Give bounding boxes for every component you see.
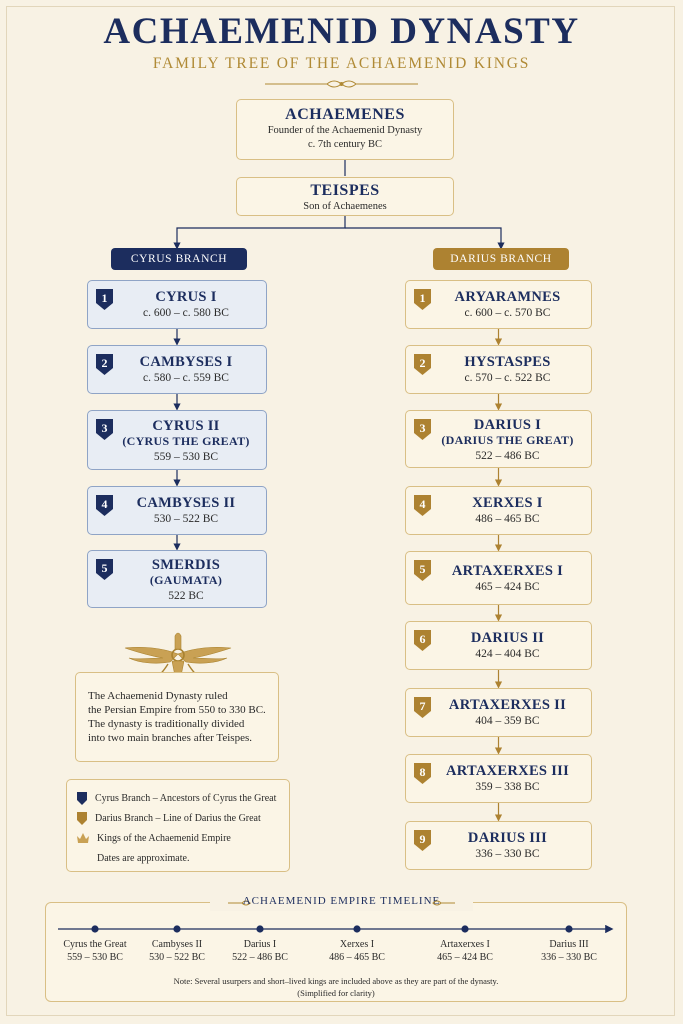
badge-number: 4 <box>419 497 426 511</box>
darius-branch-header: DARIUS BRANCH <box>433 248 569 270</box>
number-badge-icon <box>414 495 431 516</box>
king-dates: 522 – 486 BC <box>475 450 540 462</box>
timeline-label-dates: 559 – 530 BC <box>67 952 123 963</box>
timeline-label-name: Cyrus the Great <box>63 939 127 950</box>
blue-shield-icon <box>77 792 87 805</box>
timeline-title-wrap <box>210 893 473 911</box>
king-box <box>405 410 592 468</box>
king-name: ARTAXERXES III <box>445 763 570 779</box>
root-box-achaemenes <box>236 99 454 160</box>
king-box <box>405 754 592 803</box>
king-dates: c. 600 – c. 570 BC <box>464 307 551 319</box>
badge-number: 7 <box>419 699 426 713</box>
king-name: HYSTASPES <box>464 354 551 370</box>
number-badge-icon <box>414 289 431 310</box>
legend-label: Cyrus Branch – Ancestors of Cyrus the Great <box>95 792 277 804</box>
number-badge-icon <box>414 560 431 581</box>
timeline-label-name: Cambyses II <box>151 939 203 950</box>
number-badge-icon <box>96 419 113 440</box>
ornament-right-icon <box>431 899 455 907</box>
timeline-note: Note: Several usurpers and short–lived kings are included above as they are part of the dynasty. <box>173 976 499 986</box>
info-line: into two main branches after Teispes. <box>88 732 252 744</box>
king-name: SMERDIS <box>151 557 221 573</box>
badge-number: 5 <box>101 561 108 575</box>
king-name: DARIUS III <box>467 830 548 846</box>
king-box <box>405 486 592 535</box>
legend-label: Darius Branch – Line of Darius the Great <box>95 812 261 824</box>
king-dates: c. 580 – c. 559 BC <box>143 372 229 384</box>
timeline-label-dates: 465 – 424 BC <box>437 952 493 963</box>
badge-number: 3 <box>101 421 108 435</box>
badge-number: 8 <box>419 765 426 779</box>
king-dates: 530 – 522 BC <box>153 513 219 525</box>
number-badge-icon <box>414 830 431 851</box>
badge-number: 9 <box>419 832 426 846</box>
badge-number: 5 <box>419 562 426 576</box>
king-alias: (CYRUS THE GREAT) <box>122 434 250 448</box>
king-name: ARYARAMNES <box>454 289 561 305</box>
king-box <box>405 345 592 394</box>
timeline-label <box>205 938 315 964</box>
king-dates: 336 – 330 BC <box>475 848 540 860</box>
number-badge-icon <box>96 559 113 580</box>
king-name: ARTAXERXES I <box>451 563 564 579</box>
timeline-label <box>410 938 520 964</box>
info-line: The dynasty is traditionally divided <box>88 718 245 730</box>
king-name: DARIUS II <box>470 630 545 646</box>
timeline-label-dates: 486 – 465 BC <box>329 952 385 963</box>
root-desc: Founder of the Achaemenid Dynasty <box>267 125 423 136</box>
info-box <box>75 672 279 762</box>
timeline-label <box>514 938 624 964</box>
number-badge-icon <box>96 495 113 516</box>
son-box-teispes <box>236 177 454 216</box>
gold-shield-icon <box>77 812 87 825</box>
page-subtitle: FAMILY TREE OF THE ACHAEMENID KINGS <box>152 55 531 72</box>
timeline-label <box>302 938 412 964</box>
number-badge-icon <box>414 697 431 718</box>
root-name: ACHAEMENES <box>285 106 405 123</box>
number-badge-icon <box>96 289 113 310</box>
timeline-label-dates: 522 – 486 BC <box>232 952 288 963</box>
badge-number: 1 <box>419 291 426 305</box>
number-badge-icon <box>414 419 431 440</box>
badge-number: 6 <box>419 632 426 646</box>
legend-item-cyrus <box>77 790 276 806</box>
king-box <box>87 550 267 608</box>
son-desc: Son of Achaemenes <box>303 201 387 212</box>
timeline-label-dates: 530 – 522 BC <box>149 952 205 963</box>
king-dates: c. 570 – c. 522 BC <box>464 372 551 384</box>
king-dates: 522 BC <box>168 590 204 602</box>
info-line: The Achaemenid Dynasty ruled <box>88 690 228 702</box>
son-name: TEISPES <box>310 182 380 199</box>
king-name: CYRUS II <box>152 418 220 434</box>
timeline-note-sub: (Simplified for clarity) <box>297 988 375 998</box>
king-box <box>405 621 592 670</box>
king-dates: 404 – 359 BC <box>475 715 540 727</box>
legend-box <box>66 779 290 872</box>
king-alias: (GAUMATA) <box>149 573 223 587</box>
king-dates: 424 – 404 BC <box>475 648 540 660</box>
badge-number: 2 <box>419 356 426 370</box>
king-box <box>87 486 267 535</box>
king-box <box>405 280 592 329</box>
badge-number: 4 <box>101 497 108 511</box>
king-name: CAMBYSES II <box>136 495 236 511</box>
king-dates: c. 600 – c. 580 BC <box>143 307 229 319</box>
badge-number: 2 <box>101 356 108 370</box>
king-box <box>405 688 592 737</box>
number-badge-icon <box>96 354 113 375</box>
king-alias: (DARIUS THE GREAT) <box>441 433 574 447</box>
number-badge-icon <box>414 354 431 375</box>
timeline-label-dates: 336 – 330 BC <box>541 952 597 963</box>
timeline-label-name: Xerxes I <box>339 939 375 950</box>
cyrus-branch-header: CYRUS BRANCH <box>111 248 247 270</box>
timeline-label-name: Darius I <box>243 939 277 950</box>
badge-number: 1 <box>101 291 108 305</box>
root-date: c. 7th century BC <box>307 139 383 150</box>
legend-item-kings <box>77 830 231 846</box>
timeline-label-name: Darius III <box>549 939 589 950</box>
number-badge-icon <box>414 763 431 784</box>
timeline-title: ACHAEMENID EMPIRE TIMELINE <box>242 895 441 907</box>
king-box <box>405 821 592 870</box>
king-dates: 465 – 424 BC <box>475 581 540 593</box>
king-dates: 486 – 465 BC <box>475 513 540 525</box>
king-name: ARTAXERXES II <box>448 697 567 713</box>
info-line: the Persian Empire from 550 to 330 BC. <box>88 704 266 716</box>
timeline-label-name: Artaxerxes I <box>440 939 490 950</box>
king-name: CAMBYSES I <box>139 354 233 370</box>
page-title: ACHAEMENID DYNASTY <box>103 11 580 52</box>
crown-icon <box>77 833 89 844</box>
legend-label: Kings of the Achaemenid Empire <box>97 832 231 844</box>
number-badge-icon <box>414 630 431 651</box>
legend-item-darius <box>77 810 261 826</box>
king-name: CYRUS I <box>155 289 217 305</box>
king-box <box>405 551 592 605</box>
king-name: XERXES I <box>472 495 543 511</box>
king-box <box>87 345 267 394</box>
king-box <box>87 280 267 329</box>
king-box <box>87 410 267 470</box>
king-dates: 359 – 338 BC <box>475 781 540 793</box>
king-dates: 559 – 530 BC <box>153 451 219 463</box>
badge-number: 3 <box>419 421 426 435</box>
legend-note: Dates are approximate. <box>97 852 190 864</box>
king-name: DARIUS I <box>473 417 542 433</box>
